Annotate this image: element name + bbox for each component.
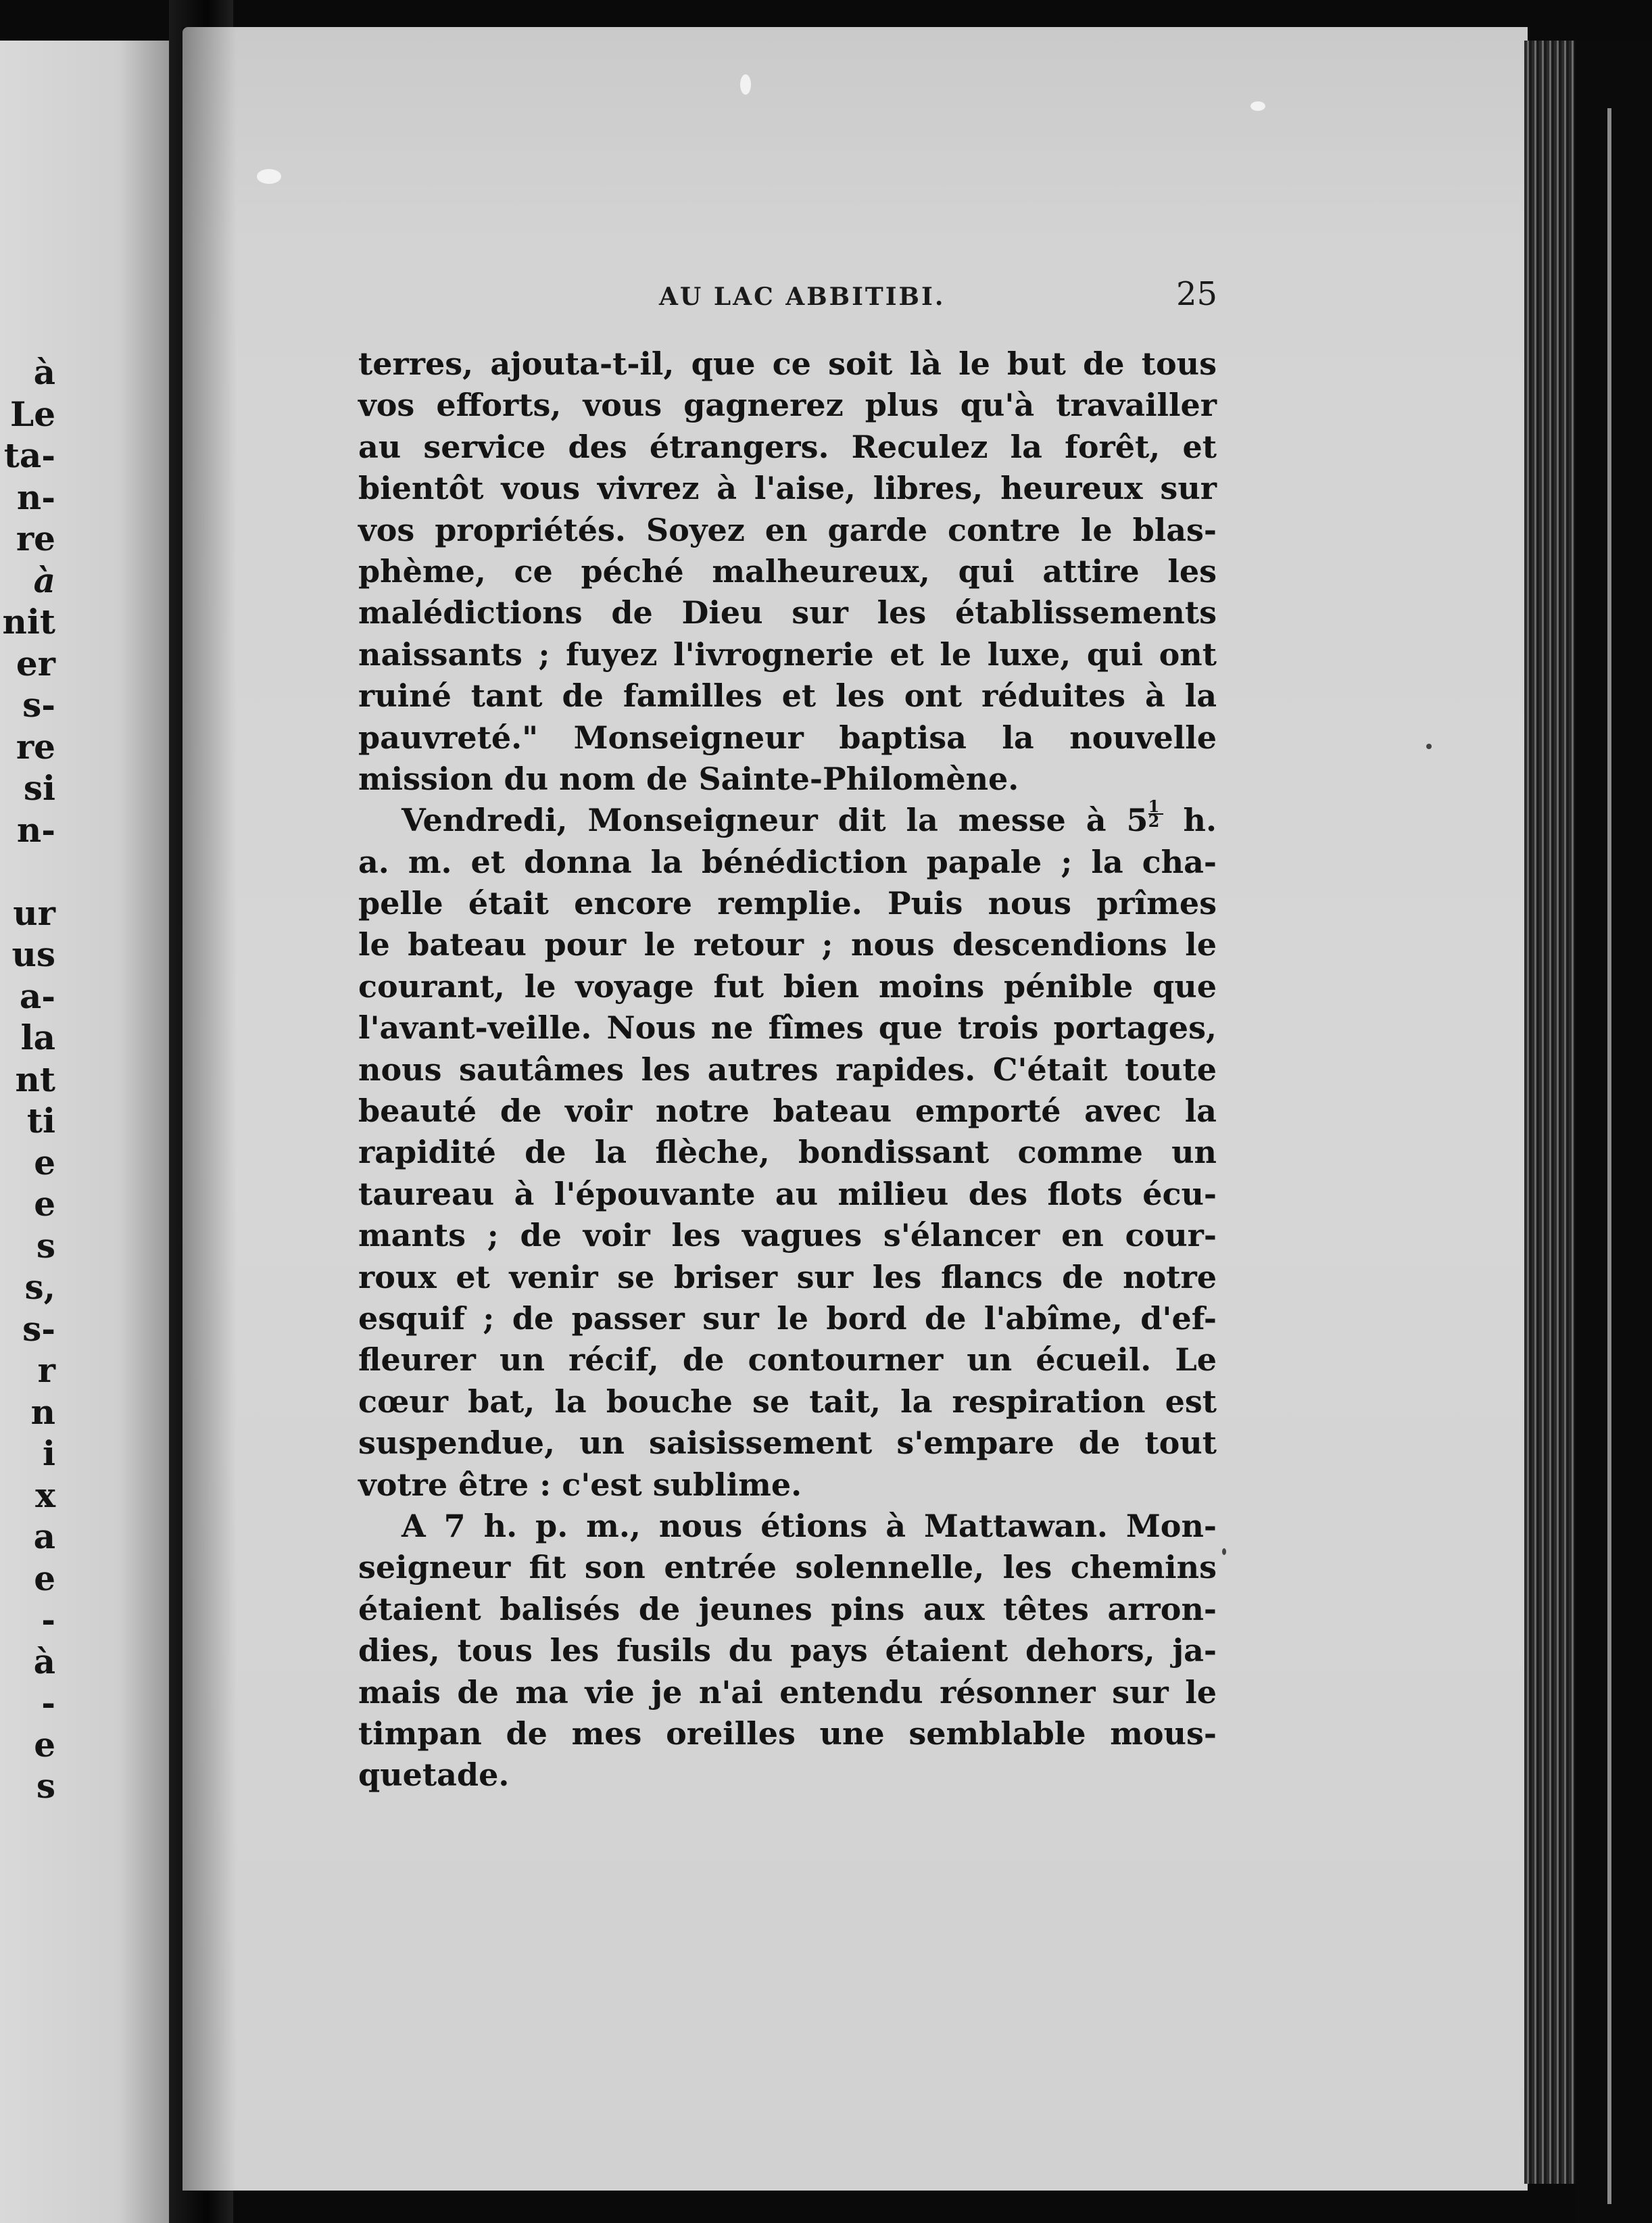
margin-fragment: Le xyxy=(10,393,55,434)
margin-fragment: us xyxy=(11,934,55,974)
fraction-numerator: 1 xyxy=(1148,800,1163,815)
text-line: fleurer un récif, de contourner un écueil. Le xyxy=(358,1341,1217,1379)
text-line: rapidité de la flèche, bondissant comme un xyxy=(358,1134,1217,1171)
margin-fragment: s- xyxy=(22,1308,55,1349)
margin-fragment: nit xyxy=(2,602,55,642)
margin-fragment: re xyxy=(16,519,55,558)
text-line: suspendue, un saisissement s'empare de tout xyxy=(358,1425,1217,1462)
paper-speck xyxy=(257,169,281,184)
margin-fragment: x xyxy=(35,1475,55,1515)
margin-fragment: nt xyxy=(15,1059,55,1099)
page-number: 25 xyxy=(1176,275,1218,313)
text-line: mants ; de voir les vagues s'élancer en cour- xyxy=(358,1217,1217,1254)
margin-fragment: er xyxy=(16,643,55,684)
text-line: quetade. xyxy=(358,1756,510,1794)
margin-fragment: ur xyxy=(13,892,55,933)
margin-fragment: n- xyxy=(16,477,55,517)
margin-fragment: a- xyxy=(19,976,55,1016)
margin-fragment: à xyxy=(33,1641,55,1681)
text-line: terres, ajouta-t-il, que ce soit là le but de tous xyxy=(358,345,1217,382)
margin-fragment: s- xyxy=(22,685,55,725)
text-line: esquif ; de passer sur le bord de l'abîme, d'ef- xyxy=(358,1299,1217,1337)
running-head: AU LAC ABBITIBI. xyxy=(659,283,946,311)
page-edge-line xyxy=(1607,108,1611,2204)
text-line: pauvreté." Monseigneur baptisa la nouvelle xyxy=(358,719,1217,756)
text-line: bientôt vous vivrez à l'aise, libres, heureux sur xyxy=(358,470,1217,507)
margin-fragment: e xyxy=(34,1184,55,1224)
text-line: timpan de mes oreilles une semblable mous- xyxy=(358,1715,1217,1752)
text-line: le bateau pour le retour ; nous descendions le xyxy=(358,926,1217,963)
text-line: roux et venir se briser sur les flancs de notre xyxy=(358,1258,1217,1295)
text-line: mission du nom de Sainte-Philomène. xyxy=(358,760,1019,797)
text-line: mais de ma vie je n'ai entendu résonner sur le xyxy=(358,1673,1217,1711)
margin-fragment: à xyxy=(33,352,55,392)
margin-fragment: n- xyxy=(16,809,55,850)
margin-fragment: s xyxy=(36,1766,55,1806)
book-edge-shadow xyxy=(1575,41,1652,2223)
text-line: cœur bat, la bouche se tait, la respiration est xyxy=(358,1383,1217,1420)
text-line: courant, le voyage fut bien moins pénible que xyxy=(358,967,1217,1005)
margin-fragment: s xyxy=(36,1225,55,1266)
text-line: nous sautâmes les autres rapides. C'était toute xyxy=(358,1051,1217,1088)
paper-speck xyxy=(740,74,751,95)
text-line: au service des étrangers. Reculez la forêt, et xyxy=(358,428,1217,465)
paper-speck xyxy=(1222,1548,1226,1555)
text-line: étaient balisés de jeunes pins aux têtes arron- xyxy=(358,1590,1217,1627)
margin-fragment: ta- xyxy=(3,435,55,475)
margin-fragment: e xyxy=(34,1558,55,1598)
text-line: ruiné tant de familles et les ont réduites à la xyxy=(358,677,1217,715)
text-line: phème, ce péché malheureux, qui attire les xyxy=(358,552,1217,590)
paper-speck xyxy=(1250,101,1265,111)
margin-fragment: e xyxy=(34,1142,55,1182)
margin-fragment: s, xyxy=(24,1267,55,1307)
margin-fragment: r xyxy=(37,1350,55,1390)
fraction-denominator: 2 xyxy=(1148,811,1160,832)
body-text xyxy=(358,343,1217,1796)
text-line: naissants ; fuyez l'ivrognerie et le luxe, qui ont xyxy=(358,636,1217,673)
text-line: votre être : c'est sublime. xyxy=(358,1466,802,1503)
text-line: seigneur fit son entrée solennelle, les chemins xyxy=(358,1549,1217,1586)
text-line: beauté de voir notre bateau emporté avec la xyxy=(358,1093,1217,1130)
margin-fragment xyxy=(0,851,55,892)
text-line: l'avant-veille. Nous ne fîmes que trois portages, xyxy=(358,1009,1217,1047)
left-page-text-fragments xyxy=(0,352,55,1807)
margin-fragment: - xyxy=(41,1600,55,1640)
paper-speck xyxy=(1426,744,1432,749)
margin-fragment: a xyxy=(33,1516,55,1556)
fraction-suffix: h. xyxy=(1163,802,1217,839)
margin-fragment: si xyxy=(23,768,55,808)
text-line: vos propriétés. Soyez en garde contre le blas- xyxy=(358,511,1217,548)
margin-fragment: i xyxy=(43,1433,55,1473)
text-line: A 7 h. p. m., nous étions à Mattawan. Mon- xyxy=(402,1507,1217,1544)
margin-fragment: e xyxy=(34,1724,55,1765)
text-line: malédictions de Dieu sur les établissements xyxy=(358,594,1217,631)
margin-fragment: ti xyxy=(26,1101,55,1141)
margin-fragment: la xyxy=(20,1018,55,1057)
text-line: pelle était encore remplie. Puis nous prîmes xyxy=(358,885,1217,922)
text-line: vos efforts, vous gagnerez plus qu'à travailler xyxy=(358,387,1217,424)
text-line: taureau à l'épouvante au milieu des flots écu- xyxy=(358,1175,1217,1212)
text-line-start: Vendredi, Monseigneur dit la messe à 5 xyxy=(402,802,1148,839)
text-line: dies, tous les fusils du pays étaient dehors, ja- xyxy=(358,1632,1217,1669)
text-line-with-fraction xyxy=(358,796,1217,841)
margin-fragment: re xyxy=(16,726,55,767)
margin-fragment: n xyxy=(30,1391,55,1432)
margin-fragment: à xyxy=(33,560,55,600)
text-line: a. m. et donna la bénédiction papale ; la cha- xyxy=(358,843,1217,880)
margin-fragment: - xyxy=(41,1683,55,1723)
fraction xyxy=(1148,796,1163,832)
